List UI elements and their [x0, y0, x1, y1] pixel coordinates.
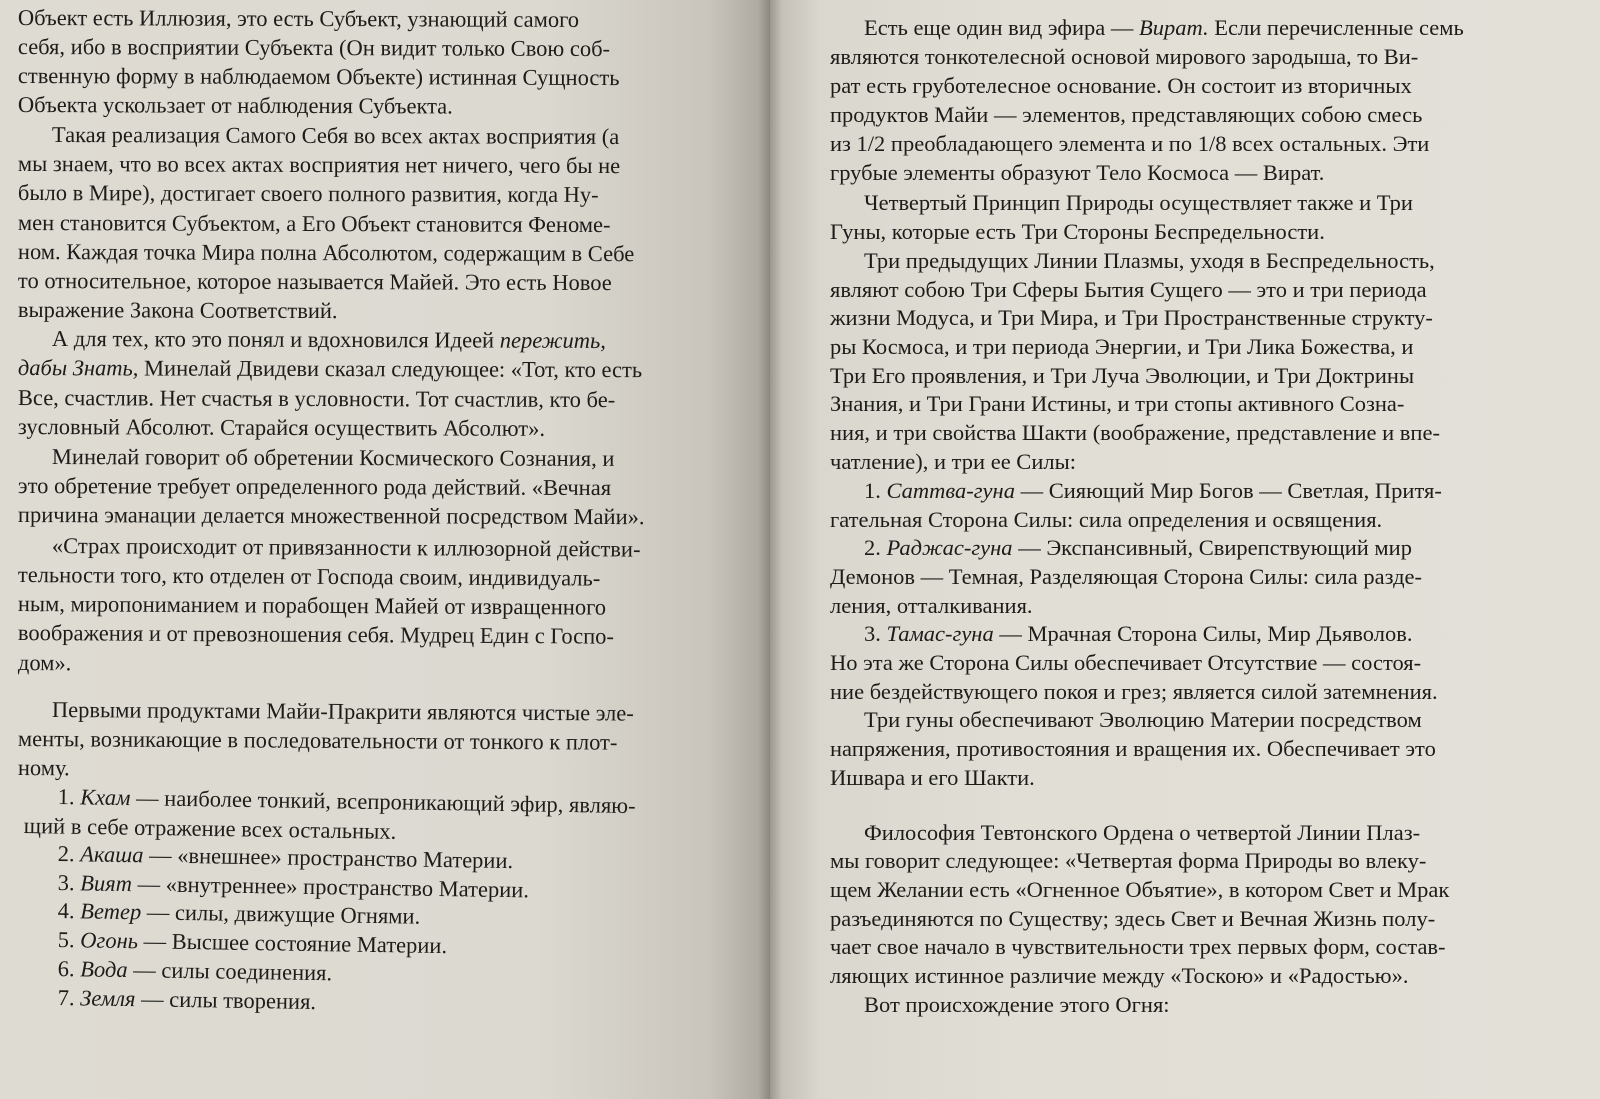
- left-page-line: А для тех, кто это понял и вдохновился Идеей пережить,: [51, 326, 607, 353]
- right-page-line: Ишвара и его Шакти.: [830, 765, 1035, 790]
- left-page-line: Объект есть Иллюзия, это есть Субъект, узнающий самого: [17, 4, 580, 32]
- right-page-line: щем Желании есть «Огненное Объятие», в котором Свет и Мрак: [830, 877, 1450, 902]
- right-page-line: являются тонкотелесной основой мирового зародыша, то Ви-: [830, 44, 1419, 69]
- right-page-line: Гуны, которые есть Три Стороны Беспредельности.: [830, 219, 1325, 244]
- right-page-line: гательная Сторона Силы: сила определения и освящения.: [830, 507, 1383, 532]
- right-page-line: из 1/2 преобладающего элемента и по 1/8 всех остальных. Эти: [830, 131, 1430, 156]
- left-page-line: то относительное, которое называется Майей. Это есть Новое: [17, 268, 612, 296]
- left-page-line: Все, счастлив. Нет счастья в условности. Тот счастлив, кто бе-: [17, 385, 616, 413]
- right-page-line: грубые элементы образуют Тело Космоса — Вират.: [830, 160, 1325, 185]
- left-page-line: ному.: [17, 755, 70, 781]
- right-page-line: Три гуны обеспечивают Эволюцию Материи посредством: [864, 707, 1422, 732]
- left-page-line: 2. Акаша — «внешнее» пространство Материи.: [57, 840, 514, 874]
- left-page-line: мы знаем, что во всех актах восприятия нет ничего, чего бы не: [17, 151, 621, 179]
- right-page-line: ления, отталкивания.: [830, 593, 1033, 618]
- left-page-line: зусловный Абсолют. Старайся осуществить Абсолют».: [17, 414, 546, 441]
- left-page-line: «Страх происходит от привязанности к иллюзорной действи-: [51, 533, 641, 562]
- left-page-line: причина эманации делается множественной посредством Майи».: [17, 502, 645, 530]
- right-page-line: ляющих истинное различие между «Тоскою» и «Радостью».: [830, 963, 1409, 988]
- left-page-line: было в Мире), достигает своего полного развития, когда Ну-: [17, 180, 599, 208]
- right-page-line: Есть еще один вид эфира — Вират. Если перечисленные семь: [864, 15, 1464, 40]
- left-page-line: Такая реализация Самого Себя во всех актах восприятия (а: [51, 121, 620, 149]
- right-page-line: 2. Раджас-гуна — Экспансивный, Свирепствующий мир: [864, 535, 1412, 560]
- right-page-line: ния, и три свойства Шакти (воображение, представление и впе-: [830, 420, 1440, 445]
- left-page-line: дабы Знать, Минелай Двидеви сказал следующее: «Тот, кто есть: [17, 355, 643, 383]
- left-page-line: ном. Каждая точка Мира полна Абсолютом, содержащим в Себе: [17, 239, 635, 267]
- right-page-line: Три Его проявления, и Три Луча Эволюции, и Три Доктрины: [830, 363, 1415, 388]
- left-page-line: выражение Закона Соответствий.: [17, 297, 338, 324]
- left-page-line: себя, ибо в восприятии Субъекта (Он видит только Свою соб-: [17, 33, 611, 62]
- right-page-line: Вот происхождение этого Огня:: [864, 992, 1170, 1017]
- right-page-line: являют собою Три Сферы Бытия Сущего — это и три периода: [830, 277, 1427, 302]
- right-page-line: жизни Модуса, и Три Мира, и Три Пространственные структу-: [830, 305, 1433, 330]
- left-page-line: щий в себе отражение всех остальных.: [23, 812, 397, 844]
- left-page-line: мен становится Субъектом, а Его Объект становится Феноме-: [17, 210, 611, 238]
- right-page-line: продуктов Майи — элементов, представляющих собою смесь: [830, 102, 1423, 127]
- right-page-line: Философия Тевтонского Ордена о четвертой Линии Плаз-: [864, 820, 1421, 845]
- left-page-line: менты, возникающие в последовательности от тонкого к плот-: [17, 726, 618, 755]
- left-page-line: Минелай говорит об обретении Космического Сознания, и: [51, 444, 615, 471]
- right-page-line: Знания, и Три Грани Истины, и три стопы активного Созна-: [830, 391, 1405, 416]
- book-gutter: [758, 0, 782, 1099]
- left-page-line: ственную форму в наблюдаемом Объекте) истинная Сущность: [17, 62, 620, 91]
- right-page-line: Но эта же Сторона Силы обеспечивает Отсутствие — состоя-: [830, 650, 1422, 675]
- right-page-line: 3. Тамас-гуна — Мрачная Сторона Силы, Мир Дьяволов.: [864, 621, 1413, 646]
- right-page-line: ние бездействующего покоя и грез; является силой затемнения.: [830, 679, 1438, 704]
- right-page-line: ры Космоса, и три периода Энергии, и Три Лика Божества, и: [830, 334, 1414, 359]
- left-page-line: дом».: [17, 650, 72, 676]
- right-page-line: чатление), и три ее Силы:: [830, 449, 1076, 474]
- left-page-line: 6. Вода — силы соединения.: [57, 955, 333, 986]
- right-page-line: Четвертый Принцип Природы осуществляет также и Три: [864, 190, 1413, 215]
- right-page-line: напряжения, противостояния и вращения их. Обеспечивает это: [830, 736, 1436, 761]
- right-page-line: Три предыдущих Линии Плазмы, уходя в Беспредельность,: [864, 248, 1435, 273]
- left-page-line: Первыми продуктами Майи-Пракрити являются чистые эле-: [51, 697, 634, 726]
- right-page-line: разъединяются по Существу; здесь Свет и Вечная Жизнь полу-: [830, 906, 1436, 931]
- right-page-line: чает свое начало в чувствительности трех первых форм, состав-: [830, 934, 1446, 959]
- left-page-line: это обретение требует определенного рода действий. «Вечная: [17, 473, 612, 501]
- left-page-line: 1. Кхам — наиболее тонкий, всепроникающий эфир, являю-: [57, 783, 636, 819]
- left-page-line: тельности того, кто отделен от Господа своим, индивидуаль-: [17, 562, 601, 591]
- left-page-line: 5. Огонь — Высшее состояние Материи.: [57, 926, 448, 959]
- right-page-line: мы говорит следующее: «Четвертая форма Природы во влеку-: [830, 848, 1427, 873]
- left-page-line: 7. Земля — силы творения.: [57, 984, 317, 1015]
- right-page-line: Демонов — Темная, Разделяющая Сторона Силы: сила разде-: [830, 564, 1423, 589]
- left-page-line: ным, миропониманием и порабощен Майей от извращенного: [17, 591, 607, 620]
- left-page-line: Объекта ускользает от наблюдения Субъекта.: [17, 91, 453, 119]
- left-page-line: 4. Ветер — силы, движущие Огнями.: [57, 897, 421, 929]
- right-page-line: 1. Саттва-гуна — Сияющий Мир Богов — Светлая, Притя-: [864, 478, 1442, 503]
- right-page-line: рат есть груботелесное основание. Он состоит из вторичных: [830, 73, 1412, 98]
- left-page-line: воображения и от превозношения себя. Мудрец Един с Госпо-: [17, 620, 615, 649]
- left-page-line: 3. Вият — «внутреннее» пространство Материи.: [57, 869, 530, 903]
